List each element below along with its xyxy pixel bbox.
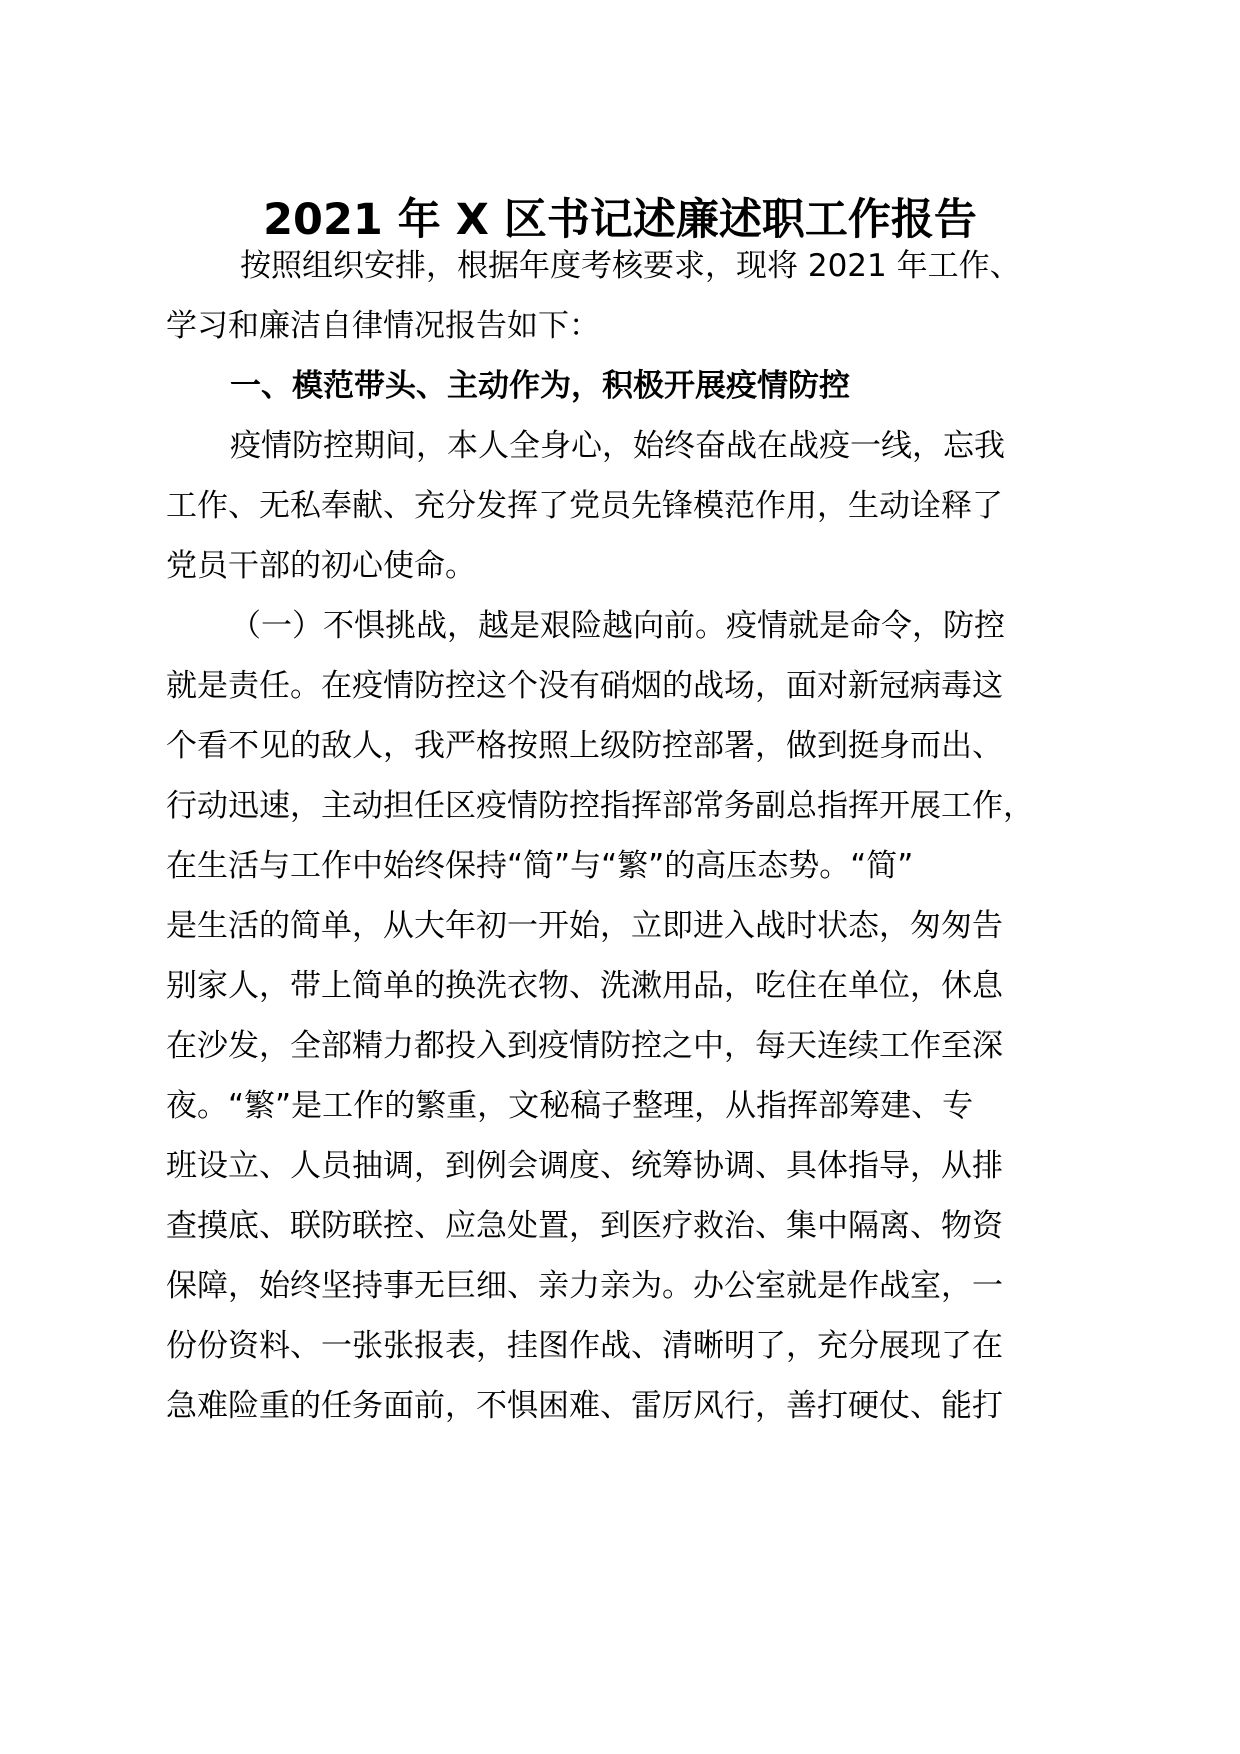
paragraph-line: 工作、无私奉献、充分发挥了党员先锋模范作用，生动诠释了 bbox=[166, 488, 1003, 524]
paragraph-line: 是生活的简单，从大年初一开始，立即进入战时状态，匆匆告 bbox=[166, 908, 1003, 944]
paragraph-line: 急难险重的任务面前，不惧困难、雷厉风行，善打硬仗、能打 bbox=[166, 1388, 1003, 1424]
paragraph-line: 在生活与工作中始终保持“简”与“繁”的高压态势。“简” bbox=[166, 848, 914, 884]
paragraph-line: 党员干部的初心使命。 bbox=[166, 548, 476, 584]
paragraph-line: 查摸底、联防联控、应急处置，到医疗救治、集中隔离、物资 bbox=[166, 1208, 1003, 1244]
paragraph-line: （一）不惧挑战，越是艰险越向前。疫情就是命令，防控 bbox=[230, 608, 1005, 644]
paragraph-line: 份份资料、一张张报表，挂图作战、清晰明了，充分展现了在 bbox=[166, 1328, 1003, 1364]
paragraph-line: 行动迅速，主动担任区疫情防控指挥部常务副总指挥开展工作， bbox=[166, 788, 1034, 824]
paragraph-line: 个看不见的敌人，我严格按照上级防控部署，做到挺身而出、 bbox=[166, 728, 1003, 764]
paragraph-line: 按照组织安排，根据年度考核要求，现将 2021 年工作、 bbox=[240, 248, 1021, 284]
paragraph-line: 就是责任。在疫情防控这个没有硝烟的战场，面对新冠病毒这 bbox=[166, 668, 1003, 704]
paragraph-line: 别家人，带上简单的换洗衣物、洗漱用品，吃住在单位，休息 bbox=[166, 968, 1003, 1004]
section-heading: 一、模范带头、主动作为，积极开展疫情防控 bbox=[230, 368, 850, 404]
paragraph-line: 夜。“繁”是工作的繁重，文秘稿子整理，从指挥部筹建、专 bbox=[166, 1088, 974, 1124]
paragraph-line: 疫情防控期间，本人全身心，始终奋战在战疫一线，忘我 bbox=[230, 428, 1005, 464]
document-title: 2021 年 X 区书记述廉述职工作报告 bbox=[263, 195, 977, 245]
paragraph-line: 学习和廉洁自律情况报告如下： bbox=[166, 308, 600, 344]
paragraph-line: 班设立、人员抽调，到例会调度、统筹协调、具体指导，从排 bbox=[166, 1148, 1003, 1184]
paragraph-line: 保障，始终坚持事无巨细、亲力亲为。办公室就是作战室，一 bbox=[166, 1268, 1003, 1304]
paragraph-line: 在沙发，全部精力都投入到疫情防控之中，每天连续工作至深 bbox=[166, 1028, 1003, 1064]
